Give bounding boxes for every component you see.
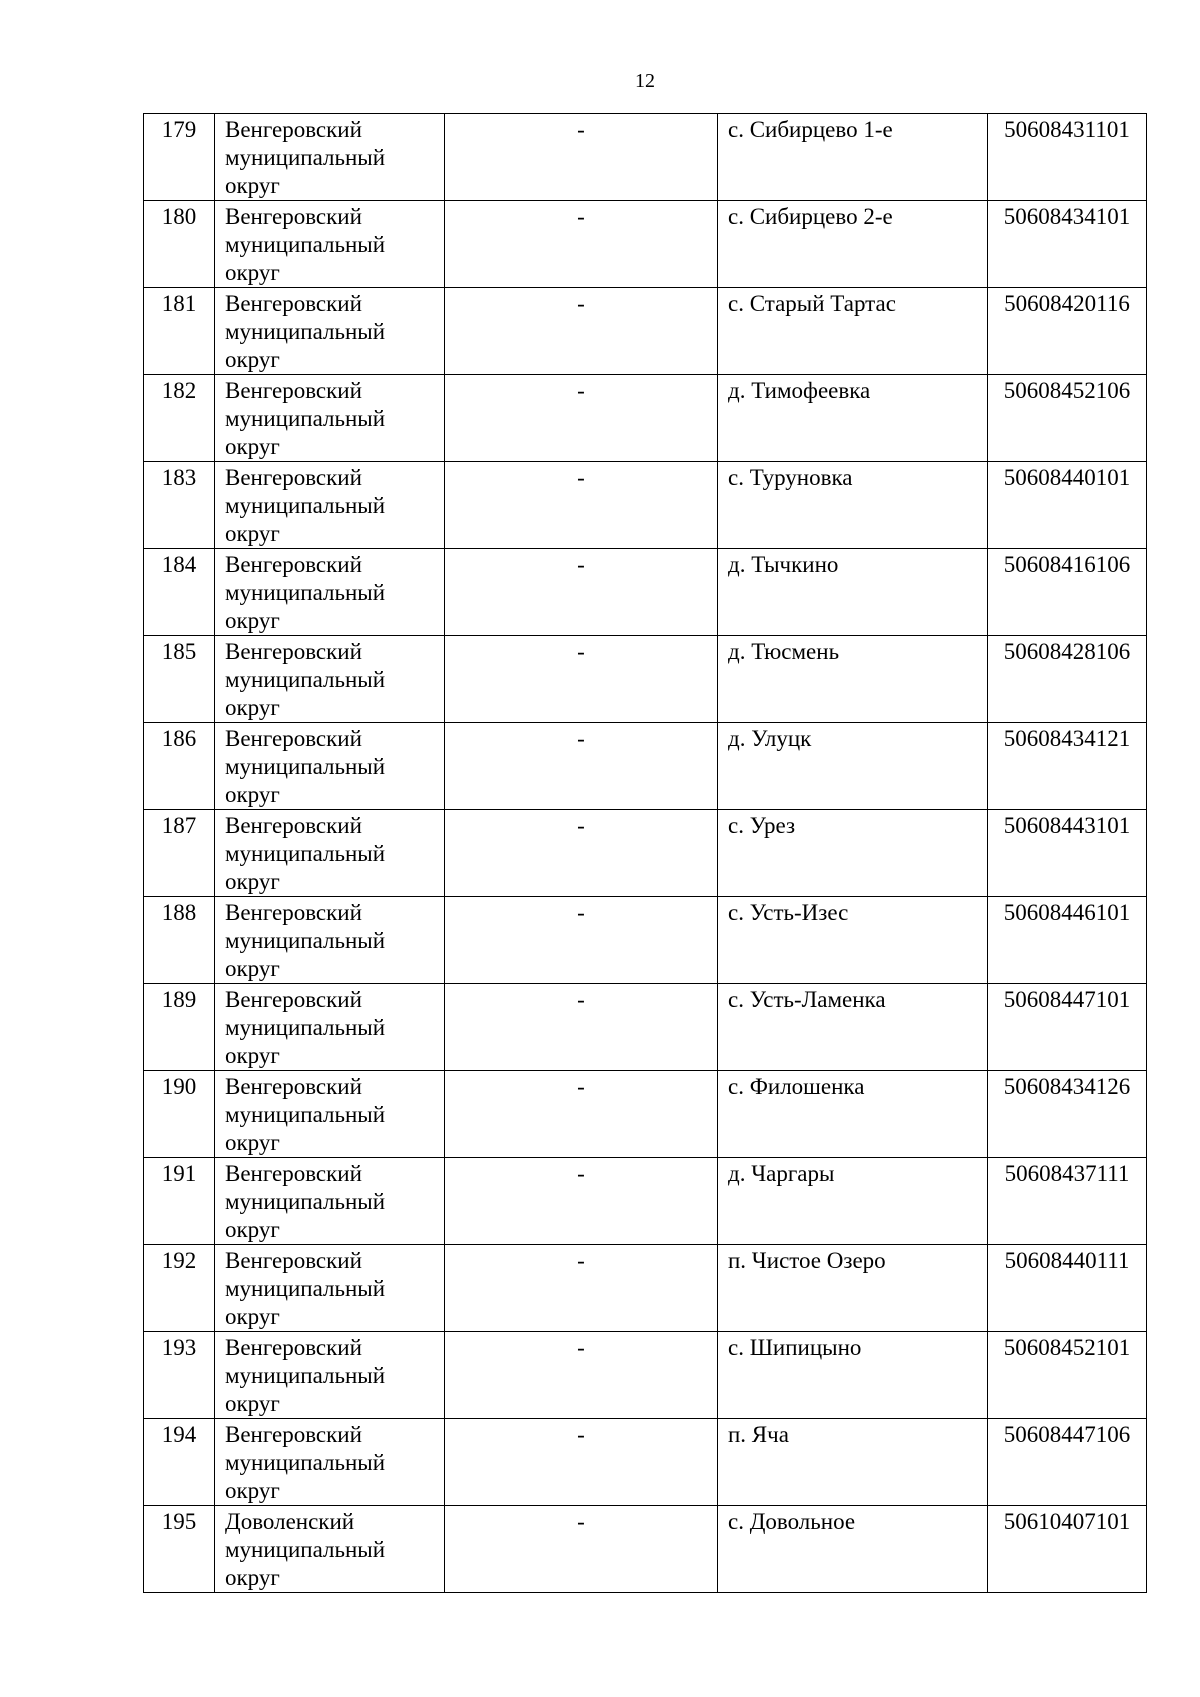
settlement-name-cell: д. Тюсмень [718, 636, 988, 723]
table-row [144, 462, 1147, 549]
row-number-cell: 184 [144, 549, 215, 636]
column-dash-cell: - [445, 636, 718, 723]
column-dash-cell: - [445, 462, 718, 549]
row-number-cell: 180 [144, 201, 215, 288]
column-dash-cell: - [445, 1071, 718, 1158]
settlements-table [143, 113, 1147, 1593]
table-row [144, 1158, 1147, 1245]
district-name-cell: Венгеровский муниципальный округ [215, 1419, 445, 1506]
settlement-name-cell: п. Яча [718, 1419, 988, 1506]
settlement-name-cell: с. Урез [718, 810, 988, 897]
row-number-cell: 195 [144, 1506, 215, 1593]
settlement-name-cell: д. Улуцк [718, 723, 988, 810]
oktmo-code-cell: 50608434121 [988, 723, 1147, 810]
district-name-cell: Венгеровский муниципальный округ [215, 723, 445, 810]
page-number: 12 [635, 70, 655, 92]
table-row [144, 375, 1147, 462]
settlement-name-cell: д. Чаргары [718, 1158, 988, 1245]
column-dash-cell: - [445, 1158, 718, 1245]
column-dash-cell: - [445, 1245, 718, 1332]
district-name-cell: Венгеровский муниципальный округ [215, 288, 445, 375]
district-name-cell: Венгеровский муниципальный округ [215, 984, 445, 1071]
table-row [144, 810, 1147, 897]
table-body [144, 114, 1147, 1593]
row-number-cell: 185 [144, 636, 215, 723]
oktmo-code-cell: 50608447106 [988, 1419, 1147, 1506]
row-number-cell: 186 [144, 723, 215, 810]
settlement-name-cell: с. Усть-Изес [718, 897, 988, 984]
oktmo-code-cell: 50608416106 [988, 549, 1147, 636]
settlement-name-cell: с. Филошенка [718, 1071, 988, 1158]
district-name-cell: Венгеровский муниципальный округ [215, 810, 445, 897]
column-dash-cell: - [445, 984, 718, 1071]
oktmo-code-cell: 50608420116 [988, 288, 1147, 375]
row-number-cell: 194 [144, 1419, 215, 1506]
row-number-cell: 187 [144, 810, 215, 897]
oktmo-code-cell: 50608446101 [988, 897, 1147, 984]
table-row [144, 114, 1147, 201]
settlement-name-cell: с. Старый Тартас [718, 288, 988, 375]
table-row [144, 549, 1147, 636]
district-name-cell: Венгеровский муниципальный округ [215, 1071, 445, 1158]
column-dash-cell: - [445, 723, 718, 810]
oktmo-code-cell: 50608452101 [988, 1332, 1147, 1419]
column-dash-cell: - [445, 897, 718, 984]
oktmo-code-cell: 50608434101 [988, 201, 1147, 288]
row-number-cell: 192 [144, 1245, 215, 1332]
row-number-cell: 190 [144, 1071, 215, 1158]
oktmo-code-cell: 50608434126 [988, 1071, 1147, 1158]
district-name-cell: Венгеровский муниципальный округ [215, 549, 445, 636]
settlement-name-cell: п. Чистое Озеро [718, 1245, 988, 1332]
oktmo-code-cell: 50608452106 [988, 375, 1147, 462]
oktmo-code-cell: 50608428106 [988, 636, 1147, 723]
settlement-name-cell: с. Сибирцево 1-е [718, 114, 988, 201]
oktmo-code-cell: 50608440111 [988, 1245, 1147, 1332]
settlement-name-cell: с. Довольное [718, 1506, 988, 1593]
column-dash-cell: - [445, 375, 718, 462]
column-dash-cell: - [445, 114, 718, 201]
settlement-name-cell: д. Тычкино [718, 549, 988, 636]
row-number-cell: 189 [144, 984, 215, 1071]
column-dash-cell: - [445, 1332, 718, 1419]
table-row [144, 1506, 1147, 1593]
district-name-cell: Венгеровский муниципальный округ [215, 636, 445, 723]
oktmo-code-cell: 50608437111 [988, 1158, 1147, 1245]
district-name-cell: Венгеровский муниципальный округ [215, 1158, 445, 1245]
row-number-cell: 183 [144, 462, 215, 549]
oktmo-code-cell: 50608447101 [988, 984, 1147, 1071]
row-number-cell: 181 [144, 288, 215, 375]
table-row [144, 723, 1147, 810]
settlement-name-cell: с. Шипицыно [718, 1332, 988, 1419]
table-row [144, 636, 1147, 723]
district-name-cell: Венгеровский муниципальный округ [215, 114, 445, 201]
table-row [144, 201, 1147, 288]
table-row [144, 1245, 1147, 1332]
table-row [144, 1419, 1147, 1506]
row-number-cell: 188 [144, 897, 215, 984]
oktmo-code-cell: 50608443101 [988, 810, 1147, 897]
settlement-name-cell: с. Туруновка [718, 462, 988, 549]
column-dash-cell: - [445, 288, 718, 375]
table-row [144, 897, 1147, 984]
row-number-cell: 179 [144, 114, 215, 201]
district-name-cell: Венгеровский муниципальный округ [215, 462, 445, 549]
row-number-cell: 182 [144, 375, 215, 462]
table-row [144, 288, 1147, 375]
oktmo-code-cell: 50610407101 [988, 1506, 1147, 1593]
column-dash-cell: - [445, 201, 718, 288]
district-name-cell: Доволенский муниципальный округ [215, 1506, 445, 1593]
oktmo-code-cell: 50608440101 [988, 462, 1147, 549]
column-dash-cell: - [445, 1419, 718, 1506]
district-name-cell: Венгеровский муниципальный округ [215, 1332, 445, 1419]
row-number-cell: 193 [144, 1332, 215, 1419]
column-dash-cell: - [445, 549, 718, 636]
row-number-cell: 191 [144, 1158, 215, 1245]
column-dash-cell: - [445, 1506, 718, 1593]
district-name-cell: Венгеровский муниципальный округ [215, 897, 445, 984]
settlement-name-cell: с. Усть-Ламенка [718, 984, 988, 1071]
settlement-name-cell: с. Сибирцево 2-е [718, 201, 988, 288]
district-name-cell: Венгеровский муниципальный округ [215, 201, 445, 288]
table-row [144, 1071, 1147, 1158]
table-row [144, 984, 1147, 1071]
district-name-cell: Венгеровский муниципальный округ [215, 375, 445, 462]
column-dash-cell: - [445, 810, 718, 897]
table-row [144, 1332, 1147, 1419]
settlement-name-cell: д. Тимофеевка [718, 375, 988, 462]
district-name-cell: Венгеровский муниципальный округ [215, 1245, 445, 1332]
oktmo-code-cell: 50608431101 [988, 114, 1147, 201]
